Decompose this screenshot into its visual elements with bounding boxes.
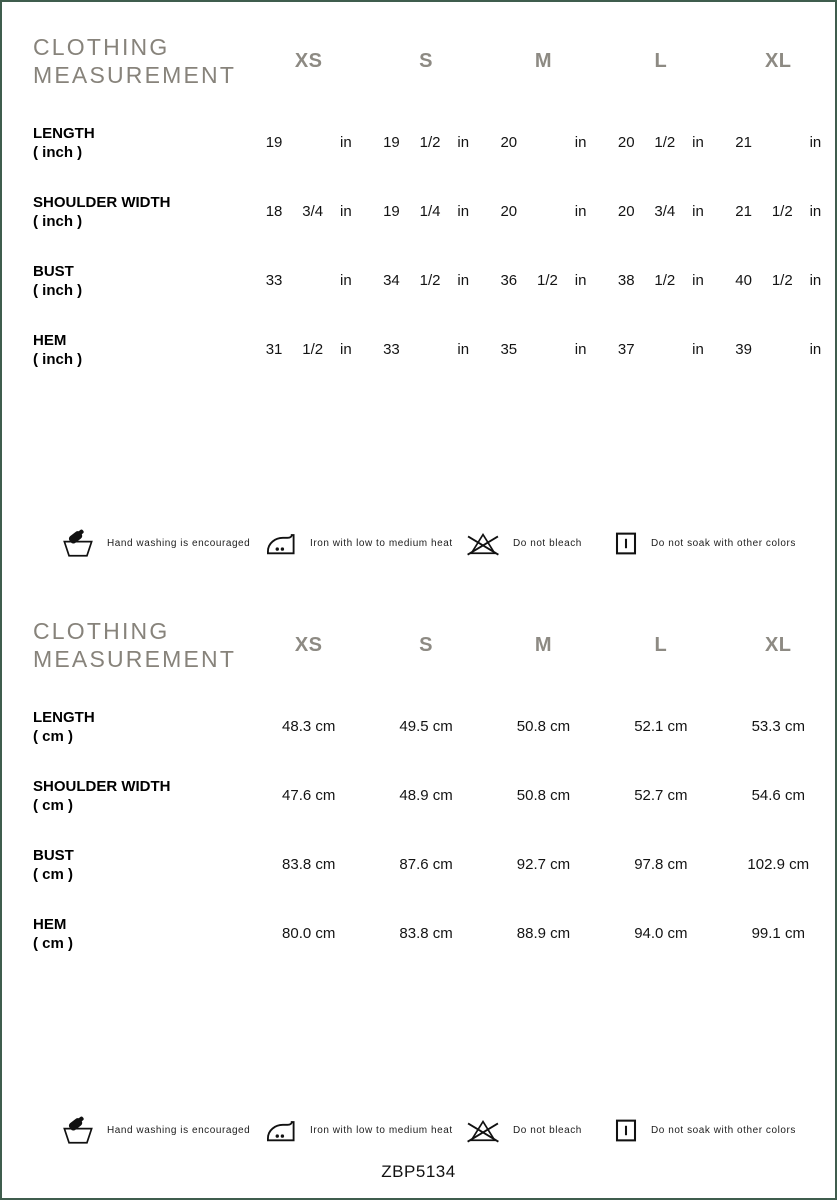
table-title (2, 33, 250, 89)
cell-unit: in (574, 134, 587, 151)
care-instructions-row (2, 525, 835, 561)
cell-unit: in (457, 203, 470, 220)
cell-fraction: 1/2 (537, 272, 558, 289)
cell-value: 20 (500, 203, 518, 220)
measurement-cell (500, 134, 586, 151)
row-label (2, 331, 250, 369)
table-title (2, 617, 250, 673)
size-header-s: S (419, 633, 433, 656)
row-label-unit: ( cm ) (33, 727, 74, 745)
cell-unit: in (809, 203, 822, 220)
do-not-bleach-icon (466, 1116, 500, 1144)
cell-fraction: 3/4 (654, 203, 676, 220)
cell-fraction: 1/2 (419, 272, 441, 289)
cell-value: 20 (500, 134, 518, 151)
row-label-unit: ( cm ) (33, 934, 74, 952)
table-row-shoulder-inch (2, 177, 835, 246)
table-title-line2: MEASUREMENT (33, 62, 237, 88)
measurement-cell: 87.6 cm (399, 856, 453, 873)
cell-value: 19 (265, 134, 283, 151)
cell-value: 34 (383, 272, 400, 289)
measurement-cell: 52.7 cm (634, 787, 688, 804)
care-label: Hand washing is encouraged (107, 1124, 251, 1136)
measurement-cell: 50.8 cm (516, 787, 571, 804)
table-title-line1: CLOTHING (33, 34, 170, 60)
row-label-name: SHOULDER WIDTH (33, 777, 171, 795)
size-header-s: S (419, 49, 433, 72)
row-label-name: BUST (33, 262, 74, 280)
row-label (2, 846, 250, 884)
row-label-name: LENGTH (33, 708, 95, 726)
row-label-name: LENGTH (33, 124, 95, 142)
care-label: Iron with low to medium heat (310, 537, 453, 549)
measurement-cell (383, 134, 469, 151)
size-header-xs: XS (294, 633, 323, 656)
measurement-cell (500, 341, 586, 358)
cell-unit: in (457, 134, 470, 151)
table-title-line1: CLOTHING (33, 618, 170, 644)
measurement-cell: 53.3 cm (751, 718, 805, 735)
row-label-name: HEM (33, 915, 67, 933)
cell-value: 18 (265, 203, 283, 220)
size-header-xl: XL (764, 49, 792, 72)
measurement-cell: 49.5 cm (399, 718, 453, 735)
measurement-cell (735, 134, 821, 151)
cell-value: 37 (617, 341, 635, 358)
care-item-hand-wash (62, 525, 250, 561)
measurement-cell: 94.0 cm (634, 925, 688, 942)
cell-fraction: 1/2 (771, 203, 793, 220)
measurement-cell (266, 134, 352, 151)
row-label-name: BUST (33, 846, 74, 864)
care-instructions-row (2, 1112, 835, 1148)
measurement-cell (383, 203, 469, 220)
care-label: Do not soak with other colors (651, 1124, 796, 1136)
measurement-cell (383, 272, 469, 289)
cell-unit: in (692, 203, 704, 220)
measurement-cell (266, 203, 352, 220)
table-title-line2: MEASUREMENT (33, 646, 237, 672)
cell-value: 35 (500, 341, 518, 358)
care-label: Hand washing is encouraged (107, 537, 251, 549)
measurement-cell (618, 272, 704, 289)
cell-value: 40 (735, 272, 752, 289)
table-row-bust-inch (2, 246, 835, 315)
care-item-hand-wash (62, 1112, 250, 1148)
care-item-iron (265, 525, 453, 561)
iron-icon (265, 1116, 297, 1144)
cell-unit: in (574, 341, 587, 358)
care-item-do-not-soak (614, 525, 796, 561)
size-header-l: L (654, 49, 668, 72)
row-label-unit: ( cm ) (33, 865, 74, 883)
cell-fraction: 1/2 (302, 341, 324, 358)
care-label: Do not bleach (513, 1124, 582, 1136)
table-body (2, 108, 835, 384)
cell-value: 20 (617, 134, 635, 151)
row-label (2, 915, 250, 953)
cell-unit: in (340, 134, 352, 151)
care-label: Iron with low to medium heat (310, 1124, 453, 1136)
measurement-cell: 50.8 cm (516, 718, 571, 735)
measurement-cell: 47.6 cm (282, 787, 336, 804)
cell-value: 33 (265, 272, 283, 289)
size-table-cm (2, 612, 835, 968)
cell-value: 31 (265, 341, 283, 358)
hand-wash-icon (62, 529, 94, 558)
row-label (2, 777, 250, 815)
measurement-cell (618, 134, 704, 151)
cell-unit: in (457, 341, 470, 358)
size-header-xl: XL (764, 633, 792, 656)
cell-unit: in (692, 272, 704, 289)
table-header (2, 28, 835, 94)
cell-unit: in (809, 341, 822, 358)
table-row-length-inch (2, 108, 835, 177)
size-table-inch (2, 28, 835, 384)
cell-value: 19 (383, 134, 400, 151)
cell-fraction: 1/2 (419, 134, 441, 151)
care-item-do-not-soak (614, 1112, 796, 1148)
row-label-unit: ( inch ) (33, 281, 83, 299)
table-body (2, 692, 835, 968)
measurement-cell: 48.9 cm (399, 787, 453, 804)
table-row-bust-cm (2, 830, 835, 899)
table-row-shoulder-cm (2, 761, 835, 830)
cell-unit: in (574, 203, 587, 220)
cell-value: 38 (617, 272, 635, 289)
measurement-cell: 97.8 cm (634, 856, 688, 873)
size-header-xs: XS (294, 49, 323, 72)
measurement-cell (500, 203, 586, 220)
row-label-unit: ( inch ) (33, 212, 83, 230)
cell-fraction: 3/4 (302, 203, 324, 220)
cell-value: 33 (383, 341, 400, 358)
row-label (2, 708, 250, 746)
measurement-cell: 48.3 cm (282, 718, 336, 735)
care-label: Do not bleach (513, 537, 582, 549)
row-label (2, 193, 250, 231)
cell-unit: in (809, 272, 822, 289)
product-code: ZBP5134 (381, 1162, 456, 1181)
row-label (2, 262, 250, 300)
measurement-cell (618, 341, 704, 358)
cell-value: 21 (735, 203, 752, 220)
row-label (2, 124, 250, 162)
measurement-cell (735, 341, 821, 358)
do-not-bleach-icon (466, 529, 500, 557)
do-not-soak-icon (614, 530, 638, 557)
care-label: Do not soak with other colors (651, 537, 796, 549)
measurement-cell: 92.7 cm (516, 856, 571, 873)
size-header-l: L (654, 633, 668, 656)
size-header-m: M (534, 49, 553, 72)
cell-unit: in (692, 341, 704, 358)
row-label-unit: ( cm ) (33, 796, 74, 814)
cell-fraction: 1/2 (771, 272, 793, 289)
measurement-cell: 83.8 cm (399, 925, 453, 942)
cell-value: 21 (735, 134, 752, 151)
row-label-unit: ( inch ) (33, 143, 83, 161)
measurement-cell: 83.8 cm (282, 856, 336, 873)
cell-unit: in (574, 272, 587, 289)
row-label-unit: ( inch ) (33, 350, 83, 368)
measurement-cell (735, 203, 821, 220)
measurement-cell (618, 203, 704, 220)
care-item-iron (265, 1112, 453, 1148)
row-label-name: HEM (33, 331, 67, 349)
care-item-do-not-bleach (466, 525, 582, 561)
table-row-length-cm (2, 692, 835, 761)
cell-value: 39 (735, 341, 752, 358)
measurement-cell (266, 272, 352, 289)
cell-value: 20 (617, 203, 635, 220)
care-item-do-not-bleach (466, 1112, 582, 1148)
cell-unit: in (340, 203, 352, 220)
size-header-m: M (534, 633, 553, 656)
measurement-cell (735, 272, 821, 289)
measurement-cell: 80.0 cm (282, 925, 336, 942)
measurement-cell: 52.1 cm (634, 718, 688, 735)
measurement-cell: 54.6 cm (751, 787, 805, 804)
table-header (2, 612, 835, 678)
cell-value: 19 (383, 203, 400, 220)
measurement-cell: 102.9 cm (747, 856, 810, 873)
measurement-cell: 88.9 cm (516, 925, 571, 942)
cell-unit: in (692, 134, 704, 151)
iron-icon (265, 529, 297, 557)
cell-unit: in (340, 341, 352, 358)
cell-unit: in (457, 272, 470, 289)
cell-fraction: 1/2 (654, 134, 676, 151)
row-label-name: SHOULDER WIDTH (33, 193, 171, 211)
measurement-cell (500, 272, 586, 289)
cell-fraction: 1/4 (419, 203, 441, 220)
hand-wash-icon (62, 1116, 94, 1145)
cell-value: 36 (500, 272, 518, 289)
cell-unit: in (809, 134, 822, 151)
measurement-cell (383, 341, 469, 358)
do-not-soak-icon (614, 1117, 638, 1144)
cell-unit: in (340, 272, 352, 289)
cell-fraction: 1/2 (654, 272, 676, 289)
table-row-hem-cm (2, 899, 835, 968)
measurement-cell (266, 341, 352, 358)
table-row-hem-inch (2, 315, 835, 384)
measurement-cell: 99.1 cm (751, 925, 805, 942)
